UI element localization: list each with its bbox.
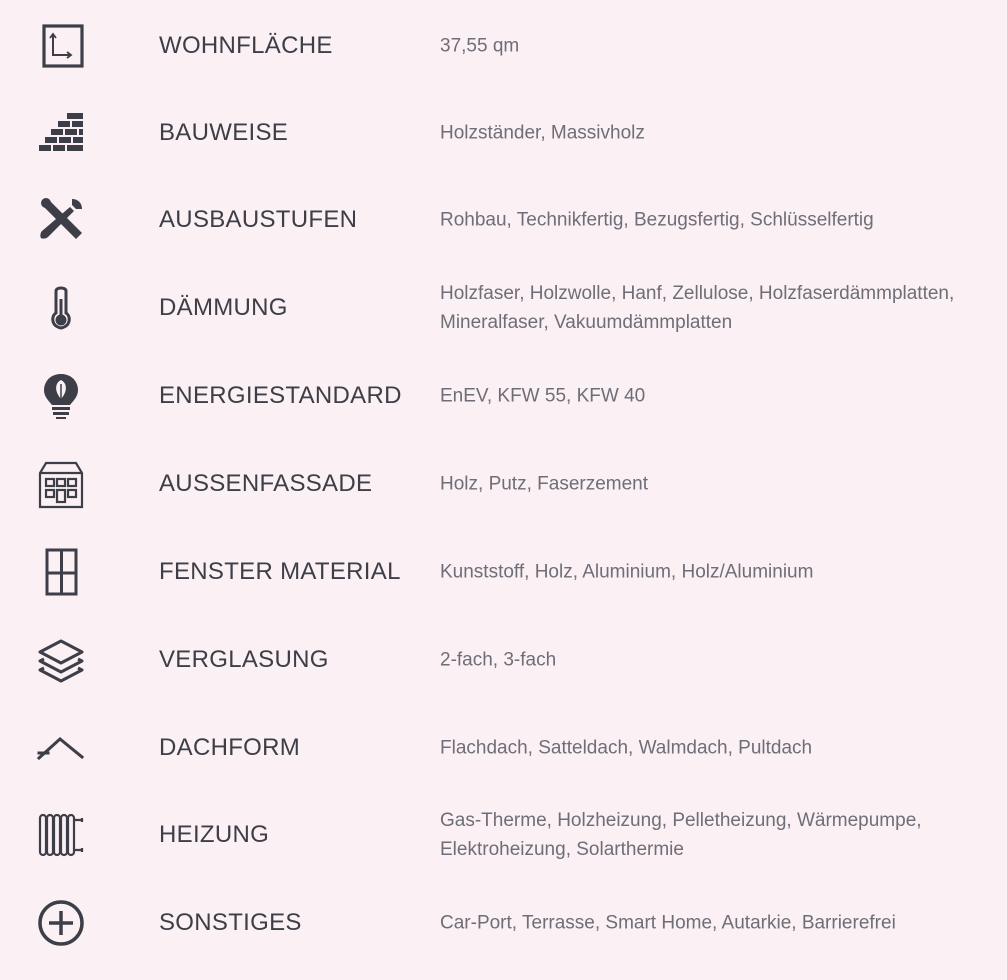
- tools-icon: [36, 195, 86, 245]
- spec-value: Gas-Therme, Holzheizung, Pelletheizung, Wärmepumpe, Elektroheizung, Solarthermie: [440, 810, 922, 860]
- spec-row-aussenfassade: [0, 440, 1007, 528]
- spec-value: Flachdach, Satteldach, Walmdach, Pultdach: [440, 737, 813, 759]
- spec-label: DACHFORM: [159, 734, 301, 761]
- spec-label: BAUWEISE: [159, 119, 289, 146]
- spec-row-wohnflaeche: [0, 2, 1007, 90]
- layers-icon: [36, 635, 86, 685]
- spec-label: SONSTIGES: [159, 909, 302, 936]
- spec-value: 2-fach, 3-fach: [440, 649, 557, 671]
- spec-value: Holz, Putz, Faserzement: [440, 473, 649, 495]
- spec-label: AUSSENFASSADE: [159, 470, 373, 497]
- plus-circle-icon: [36, 898, 86, 948]
- bricks-icon: [36, 108, 86, 158]
- facade-icon: [36, 459, 86, 509]
- eco-bulb-icon: [36, 371, 86, 421]
- spec-label: AUSBAUSTUFEN: [159, 206, 358, 233]
- spec-row-verglasung: [0, 616, 1007, 704]
- spec-row-energiestandard: [0, 352, 1007, 440]
- spec-value: Holzfaser, Holzwolle, Hanf, Zellulose, Holzfaserdämmplatten, Mineralfaser, Vakuumdämmplatten: [440, 283, 955, 333]
- spec-label: WOHNFLÄCHE: [159, 32, 333, 59]
- spec-row-ausbaustufen: [0, 176, 1007, 264]
- spec-label: DÄMMUNG: [159, 294, 288, 321]
- radiator-icon: [36, 810, 86, 860]
- window-icon: [36, 547, 86, 597]
- spec-row-sonstiges: [0, 879, 1007, 967]
- roof-icon: [36, 723, 86, 773]
- spec-value: EnEV, KFW 55, KFW 40: [440, 385, 646, 407]
- thermometer-icon: [36, 283, 86, 333]
- spec-row-daemmung: [0, 264, 1007, 352]
- spec-value: 37,55 qm: [440, 35, 520, 57]
- spec-value: Car-Port, Terrasse, Smart Home, Autarkie, Barrierefrei: [440, 912, 896, 934]
- spec-value: Kunststoff, Holz, Aluminium, Holz/Aluminium: [440, 561, 814, 583]
- spec-label: HEIZUNG: [159, 821, 270, 848]
- spec-row-bauweise: [0, 89, 1007, 177]
- area-icon: [36, 21, 86, 71]
- spec-value: Rohbau, Technikfertig, Bezugsfertig, Schlüsselfertig: [440, 209, 874, 231]
- spec-row-dachform: [0, 704, 1007, 792]
- spec-label: FENSTER MATERIAL: [159, 558, 401, 585]
- spec-row-heizung: [0, 791, 1007, 879]
- spec-row-fenster-material: [0, 528, 1007, 616]
- spec-label: VERGLASUNG: [159, 646, 329, 673]
- spec-label: ENERGIESTANDARD: [159, 382, 402, 409]
- spec-value: Holzständer, Massivholz: [440, 122, 645, 144]
